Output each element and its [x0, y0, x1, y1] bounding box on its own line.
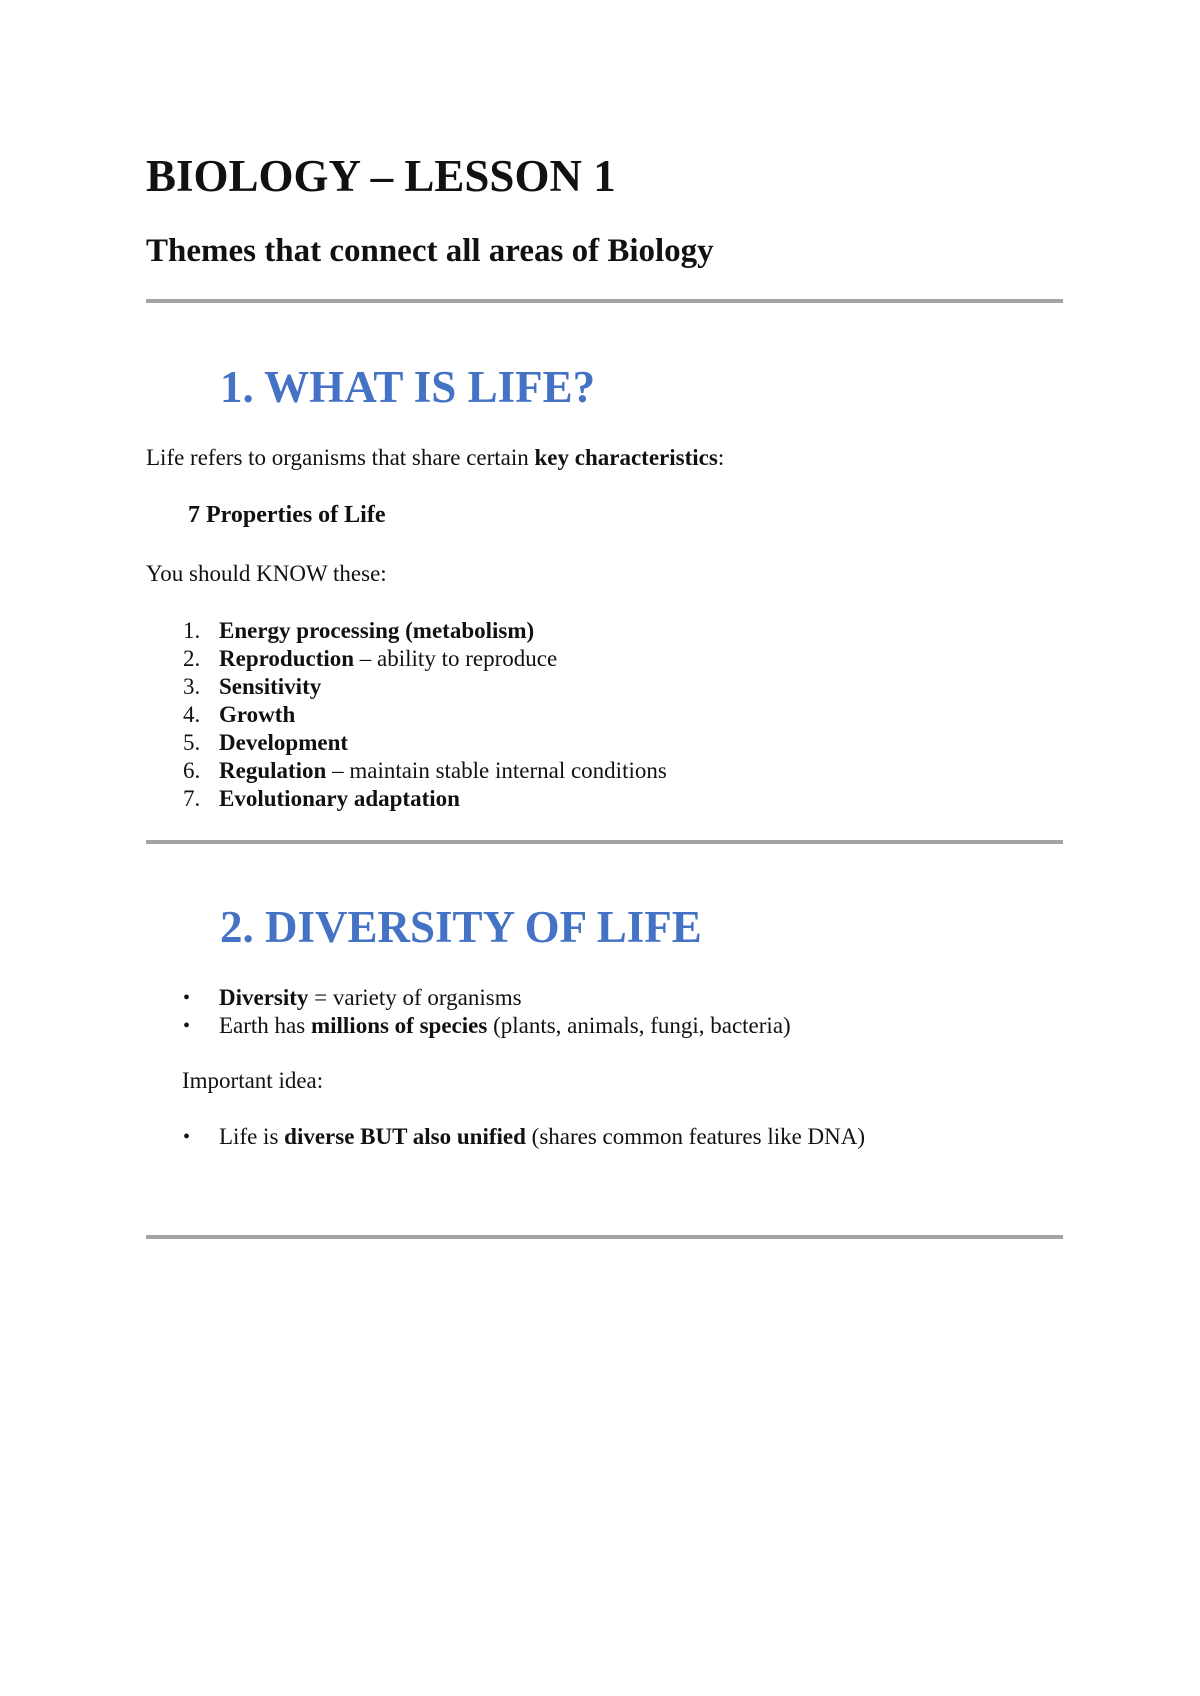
section-1-intro	[146, 443, 724, 473]
properties-subheading: 7 Properties of Life	[188, 502, 386, 528]
bullet-text-after: = variety of organisms	[308, 985, 522, 1010]
list-item	[183, 701, 667, 729]
property-term: Sensitivity	[219, 674, 322, 699]
bullet-text-bold: Diversity	[219, 985, 309, 1010]
property-term: Growth	[219, 702, 296, 727]
bullet-text-before: Earth has	[219, 1013, 311, 1038]
bullet-icon: •	[183, 1126, 191, 1148]
list-item	[183, 729, 667, 757]
property-description: – maintain stable internal conditions	[326, 758, 667, 783]
bullet-text-before: Life is	[219, 1124, 285, 1149]
list-item	[183, 1012, 791, 1040]
bullet-text-after: (shares common features like DNA)	[525, 1124, 866, 1149]
list-item	[183, 757, 667, 785]
property-term: Regulation	[219, 758, 327, 783]
diversity-bullets	[183, 984, 791, 1040]
document-subtitle: Themes that connect all areas of Biology	[146, 233, 714, 269]
list-number: 1.	[183, 618, 201, 643]
property-term: Development	[219, 730, 349, 755]
intro-bold: key characteristics	[534, 445, 718, 470]
section-2-heading: 2. DIVERSITY OF LIFE	[220, 902, 702, 952]
list-item	[183, 984, 791, 1012]
idea-bullets	[183, 1123, 866, 1151]
list-number: 5.	[183, 730, 201, 755]
intro-prefix: Life refers to organisms that share certain	[146, 445, 535, 470]
properties-list-container	[183, 617, 667, 813]
intro-suffix: :	[717, 445, 725, 470]
section-1-heading: 1. WHAT IS LIFE?	[220, 362, 596, 412]
divider-1	[146, 299, 1063, 303]
properties-list	[183, 617, 667, 813]
property-term: Reproduction	[219, 646, 355, 671]
list-item	[183, 645, 667, 673]
know-these-text: You should KNOW these:	[146, 561, 387, 586]
list-item	[183, 617, 667, 645]
list-item	[183, 673, 667, 701]
property-description: – ability to reproduce	[354, 646, 558, 671]
list-item	[183, 785, 667, 813]
list-number: 7.	[183, 786, 201, 811]
bullet-text-after: (plants, animals, fungi, bacteria)	[487, 1013, 791, 1038]
bullet-text-bold: diverse BUT also unified	[284, 1124, 526, 1149]
important-idea-label: Important idea:	[182, 1068, 324, 1093]
bullet-icon: •	[183, 987, 191, 1009]
list-item	[183, 1123, 866, 1151]
bullet-icon: •	[183, 1015, 191, 1037]
divider-2	[146, 840, 1063, 844]
bullet-text-bold: millions of species	[310, 1013, 488, 1038]
diversity-bullets-container	[183, 984, 791, 1040]
list-number: 4.	[183, 702, 201, 727]
document-title: BIOLOGY – LESSON 1	[146, 151, 616, 201]
divider-3	[146, 1235, 1063, 1239]
idea-bullets-container	[183, 1123, 866, 1151]
property-term: Evolutionary adaptation	[219, 786, 460, 811]
list-number: 6.	[183, 758, 201, 783]
list-number: 2.	[183, 646, 201, 671]
property-term: Energy processing (metabolism)	[219, 618, 535, 643]
list-number: 3.	[183, 674, 201, 699]
